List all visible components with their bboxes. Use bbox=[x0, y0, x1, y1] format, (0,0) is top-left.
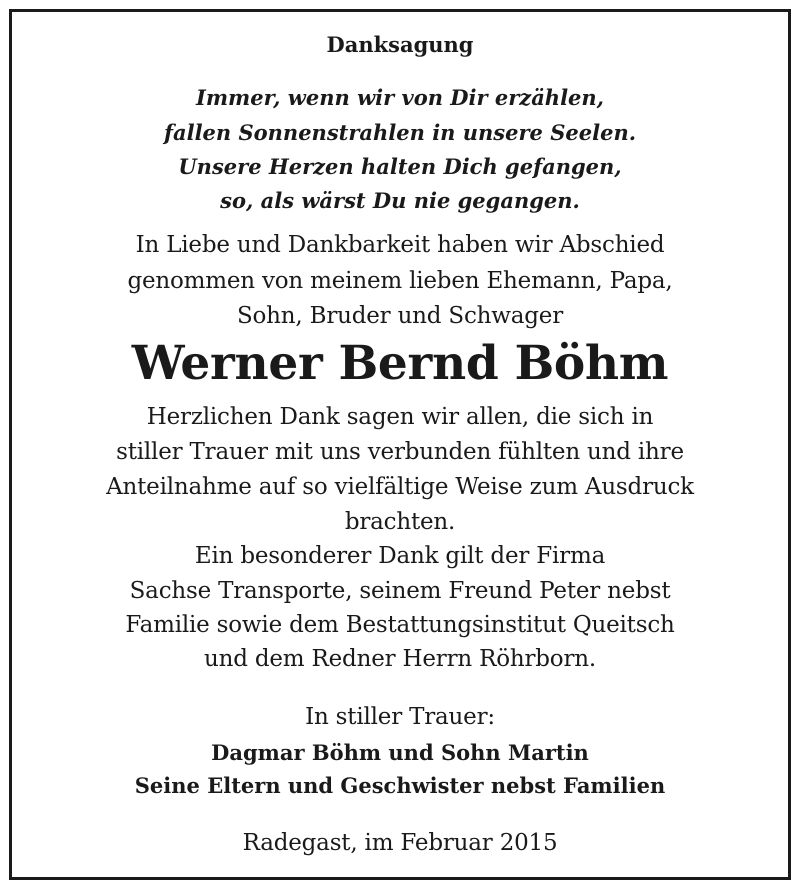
thanks-line: brachten. bbox=[344, 509, 456, 535]
thanks-line: Herzlichen Dank sagen wir allen, die sich in bbox=[146, 404, 654, 430]
deceased-name: Werner Bernd Böhm bbox=[131, 336, 669, 391]
thanks-line: Ein besonderer Dank gilt der Firma bbox=[194, 543, 606, 569]
poem-line: Unsere Herzen halten Dich gefangen, bbox=[178, 154, 622, 179]
thanks-line: Anteilnahme auf so vielfältige Weise zum Ausdruck bbox=[106, 474, 694, 500]
poem-line: fallen Sonnenstrahlen in unsere Seelen. bbox=[163, 120, 637, 145]
poem-line: Immer, wenn wir von Dir erzählen, bbox=[196, 85, 604, 110]
intro-line: In Liebe und Dankbarkeit haben wir Abschied bbox=[135, 232, 665, 258]
mourning-label: In stiller Trauer: bbox=[305, 704, 495, 730]
mourner-line: Seine Eltern und Geschwister nebst Familien bbox=[134, 773, 666, 798]
mourner-line: Dagmar Böhm und Sohn Martin bbox=[211, 740, 589, 765]
thanks-line: Familie sowie dem Bestattungsinstitut Queitsch bbox=[125, 612, 675, 638]
place-date: Radegast, im Februar 2015 bbox=[242, 830, 558, 856]
thanks-line: Sachse Transporte, seinem Freund Peter nebst bbox=[129, 578, 671, 604]
thanks-line: stiller Trauer mit uns verbunden fühlten und ihre bbox=[116, 439, 684, 465]
poem-line: so, als wärst Du nie gegangen. bbox=[220, 188, 580, 213]
thanks-line: und dem Redner Herrn Röhrborn. bbox=[204, 646, 596, 672]
notice-heading: Danksagung bbox=[326, 32, 474, 57]
intro-line: genommen von meinem lieben Ehemann, Papa, bbox=[127, 268, 673, 294]
intro-line: Sohn, Bruder und Schwager bbox=[236, 303, 564, 329]
